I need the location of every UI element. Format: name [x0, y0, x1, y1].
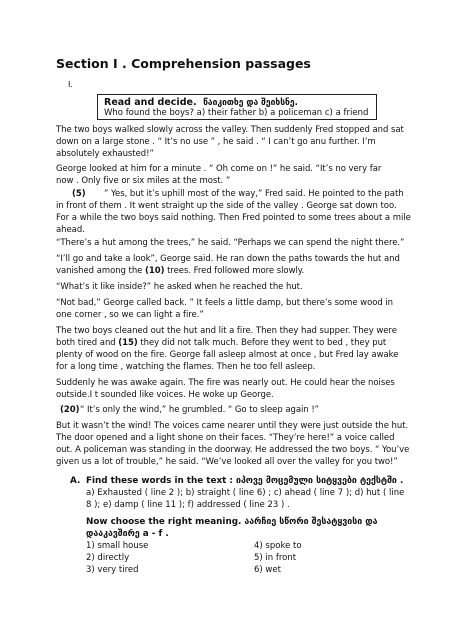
passage-line: absolutely exhausted!”	[56, 149, 154, 159]
passage-line: “ It’s only the wind,” he grumbled. “ Go to sleep again !”	[80, 405, 320, 415]
passage-line: plenty of wood on the fire. George fall asleep almost at once , but Fred lay awake	[56, 350, 399, 360]
passage-line: The two boys cleaned out the hut and lit a fire. Then they had supper. They were	[56, 326, 397, 336]
exercise-words-line: 8 ); e) damp ( line 11 ); f) addressed ( line 23 ) .	[86, 500, 290, 510]
passage-line: George looked at him for a minute . “ Oh come on !” he said. “It’s no very far	[56, 164, 382, 174]
passage-line: “Not bad,” George called back. ” It feels a little damp, but there’s some wood in	[56, 298, 394, 308]
line-marker-20: (20)	[60, 405, 80, 415]
passage-line: ahead.	[56, 225, 85, 235]
exercise-words-line: a) Exhausted ( line 2 ); b) straight ( line 6) ; c) ahead ( line 7 ); d) hut ( line	[86, 488, 405, 498]
meaning-option: 2) directly	[86, 553, 130, 563]
passage-line: given us a lot of trouble,” he said. “We’ve looked all over the valley for you two!”	[56, 457, 398, 467]
task-box	[97, 94, 377, 120]
passage-line: out. A policeman was standing in the doorway. He addressed the two boys. “ You’ve	[56, 445, 410, 455]
passage-line: “What’s it like inside?” he asked when he reached the hut.	[56, 282, 303, 292]
task-title-georgian: წაიკითხე და შეიხსნე.	[203, 98, 298, 108]
exercise-subheading: დააკავშირე a - f .	[86, 529, 169, 539]
passage-line: vanished among the (10) trees. Fred followed more slowly.	[56, 266, 305, 276]
task-question: Who found the boys? a) their father b) a policeman c) a friend	[104, 108, 369, 118]
passage-line: For a while the two boys said nothing. Then Fred pointed to some trees about a mile	[56, 213, 411, 223]
passage-line: Suddenly he was awake again. The fire was nearly out. He could hear the noises	[56, 378, 395, 388]
exercise-subheading: Now choose the right meaning. აარჩიე სწორი შესატყვისი და	[86, 517, 378, 527]
passage-line: The door opened and a light shone on their faces. “They’re here!” a voice called	[56, 433, 395, 443]
section-title: Section I . Comprehension passages	[56, 56, 311, 71]
line-marker-15: (15)	[118, 338, 138, 348]
passage-line: outside.I t sounded like voices. He woke up George.	[56, 390, 274, 400]
meaning-option: 5) in front	[254, 553, 297, 563]
passage-line: now . Only five or six miles at the most. ”	[56, 176, 231, 186]
task-title: Read and decide. წაიკითხე და შეიხსნე.	[104, 97, 298, 108]
line-marker-10: (10)	[145, 266, 165, 276]
passage-line: The two boys walked slowly across the valley. Then suddenly Fred stopped and sat	[56, 125, 404, 135]
passage-line: both tired and (15) they did not talk much. Before they went to bed , they put	[56, 338, 387, 348]
passage-line: one corner , so we can light a fire.”	[56, 310, 204, 320]
meaning-option: 6) wet	[254, 565, 281, 575]
exercise-letter: A.	[70, 476, 81, 486]
passage-line: “I’ll go and take a look”, George said. He ran down the paths towards the hut and	[56, 254, 400, 264]
meaning-option: 4) spoke to	[254, 541, 302, 551]
line-marker-5: (5)	[72, 189, 86, 199]
passage-line: But it wasn’t the wind! The voices came nearer until they were just outside the hut.	[56, 421, 409, 431]
meaning-option: 3) very tired	[86, 565, 139, 575]
passage-line: in front of them . It went straight up the side of the valley . George sat down too.	[56, 201, 397, 211]
passage-line: “There’s a hut among the trees,” he said. “Perhaps we can spend the night there.”	[56, 238, 405, 248]
passage-line: for a long time , watching the flames. Then he too fell asleep.	[56, 362, 316, 372]
section-roman-numeral: I.	[68, 80, 73, 89]
exercise-heading: Find these words in the text : იპოვე მოცემული სიტყვები ტექსტში .	[86, 476, 404, 486]
passage-line: ” Yes, but it’s uphill most of the way,” Fred said. He pointed to the path	[104, 189, 404, 199]
meaning-option: 1) small house	[86, 541, 149, 551]
passage-line: down on a large stone . “ It’s no use ” , he said . “ I can’t go anu further. I’m	[56, 137, 376, 147]
